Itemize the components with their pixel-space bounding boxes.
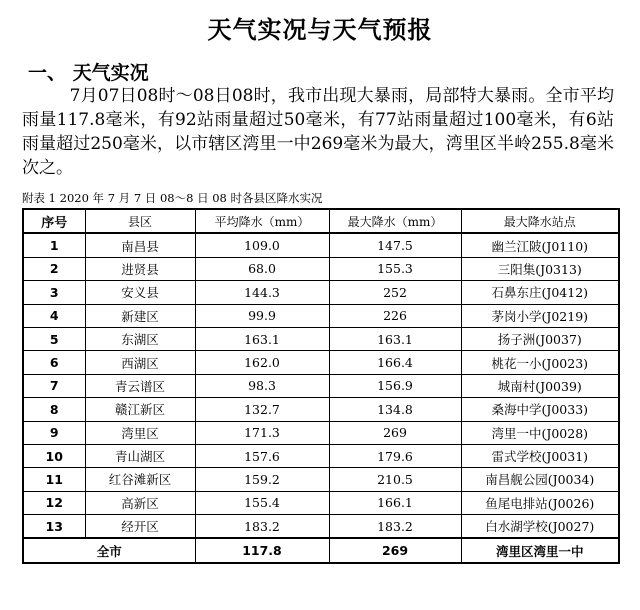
row-district: 经开区	[85, 515, 195, 539]
row-no: 6	[23, 351, 85, 374]
table-row	[23, 398, 619, 421]
row-max-precip: 210.5	[329, 468, 461, 491]
row-district: 南昌县	[85, 233, 195, 257]
row-avg-precip: 144.3	[195, 281, 329, 304]
row-max-station: 桃花一小(J0023)	[461, 351, 619, 374]
row-max-precip: 226	[329, 304, 461, 327]
table-row	[23, 327, 619, 350]
row-max-precip: 147.5	[329, 233, 461, 257]
row-max-precip: 155.3	[329, 257, 461, 280]
row-max-station: 石鼻东庄(J0412)	[461, 281, 619, 304]
row-no: 4	[23, 304, 85, 327]
table-header-row	[23, 209, 619, 233]
row-district: 安义县	[85, 281, 195, 304]
table-row	[23, 468, 619, 491]
row-avg-precip: 99.9	[195, 304, 329, 327]
weather-paragraph: 7月07日08时～08日08时，我市出现大暴雨，局部特大暴雨。全市平均雨量117.8毫米，有92站雨量超过50毫米，有77站雨量超过100毫米，有6站雨量超过250毫米，以市辖区湾里一中269毫米为最大，湾里区半岭255.8毫米次之。	[22, 86, 614, 178]
row-no: 11	[23, 468, 85, 491]
table-row	[23, 304, 619, 327]
total-label: 全市	[23, 538, 195, 562]
header-no: 序号	[23, 209, 85, 233]
row-district: 赣江新区	[85, 398, 195, 421]
row-max-precip: 252	[329, 281, 461, 304]
row-district: 青云谱区	[85, 374, 195, 397]
row-avg-precip: 183.2	[195, 515, 329, 539]
row-max-station: 鱼尾电排站(J0026)	[461, 491, 619, 514]
row-no: 3	[23, 281, 85, 304]
page-title: 天气实况与天气预报	[207, 16, 433, 44]
row-avg-precip: 171.3	[195, 421, 329, 444]
table-row	[23, 257, 619, 280]
row-avg-precip: 159.2	[195, 468, 329, 491]
row-max-precip: 269	[329, 421, 461, 444]
row-max-station: 湾里一中(J0028)	[461, 421, 619, 444]
row-max-station: 白水湖学校(J0027)	[461, 515, 619, 539]
header-max-precip: 最大降水（mm）	[329, 209, 461, 233]
table-row	[23, 421, 619, 444]
row-no: 1	[23, 233, 85, 257]
table-row	[23, 491, 619, 514]
header-district: 县区	[85, 209, 195, 233]
total-max-station: 湾里区湾里一中	[461, 538, 619, 562]
row-max-precip: 183.2	[329, 515, 461, 539]
table-total-row	[23, 538, 619, 562]
total-max-precip: 269	[329, 538, 461, 562]
row-no: 12	[23, 491, 85, 514]
row-no: 9	[23, 421, 85, 444]
row-max-station: 扬子洲(J0037)	[461, 327, 619, 350]
row-no: 2	[23, 257, 85, 280]
table-row	[23, 233, 619, 257]
row-no: 5	[23, 327, 85, 350]
rainfall-table	[22, 208, 620, 564]
row-no: 8	[23, 398, 85, 421]
row-avg-precip: 68.0	[195, 257, 329, 280]
row-avg-precip: 132.7	[195, 398, 329, 421]
table-row	[23, 281, 619, 304]
table-caption: 附表 1 2020 年 7 月 7 日 08～8 日 08 时各县区降水实况	[22, 191, 323, 205]
row-avg-precip: 98.3	[195, 374, 329, 397]
row-max-precip: 166.1	[329, 491, 461, 514]
row-district: 西湖区	[85, 351, 195, 374]
row-no: 7	[23, 374, 85, 397]
section-heading: 一、 天气实况	[28, 62, 149, 84]
row-max-precip: 166.4	[329, 351, 461, 374]
row-max-precip: 134.8	[329, 398, 461, 421]
row-max-precip: 163.1	[329, 327, 461, 350]
total-avg-precip: 117.8	[195, 538, 329, 562]
row-district: 湾里区	[85, 421, 195, 444]
table-row	[23, 515, 619, 539]
row-max-station: 南昌舰公园(J0034)	[461, 468, 619, 491]
row-district: 青山湖区	[85, 444, 195, 467]
row-no: 10	[23, 444, 85, 467]
row-max-station: 桑海中学(J0033)	[461, 398, 619, 421]
row-max-station: 茅岗小学(J0219)	[461, 304, 619, 327]
row-district: 高新区	[85, 491, 195, 514]
row-district: 进贤县	[85, 257, 195, 280]
row-district: 红谷滩新区	[85, 468, 195, 491]
row-district: 东湖区	[85, 327, 195, 350]
header-avg-precip: 平均降水（mm）	[195, 209, 329, 233]
table-row	[23, 351, 619, 374]
row-avg-precip: 162.0	[195, 351, 329, 374]
row-avg-precip: 163.1	[195, 327, 329, 350]
row-max-precip: 156.9	[329, 374, 461, 397]
table-row	[23, 374, 619, 397]
header-max-station: 最大降水站点	[461, 209, 619, 233]
table-row	[23, 444, 619, 467]
row-max-station: 三阳集(J0313)	[461, 257, 619, 280]
row-max-station: 雷式学校(J0031)	[461, 444, 619, 467]
row-max-station: 幽兰江陂(J0110)	[461, 233, 619, 257]
row-no: 13	[23, 515, 85, 539]
row-avg-precip: 155.4	[195, 491, 329, 514]
row-max-precip: 179.6	[329, 444, 461, 467]
row-avg-precip: 157.6	[195, 444, 329, 467]
row-avg-precip: 109.0	[195, 233, 329, 257]
row-district: 新建区	[85, 304, 195, 327]
row-max-station: 城南村(J0039)	[461, 374, 619, 397]
